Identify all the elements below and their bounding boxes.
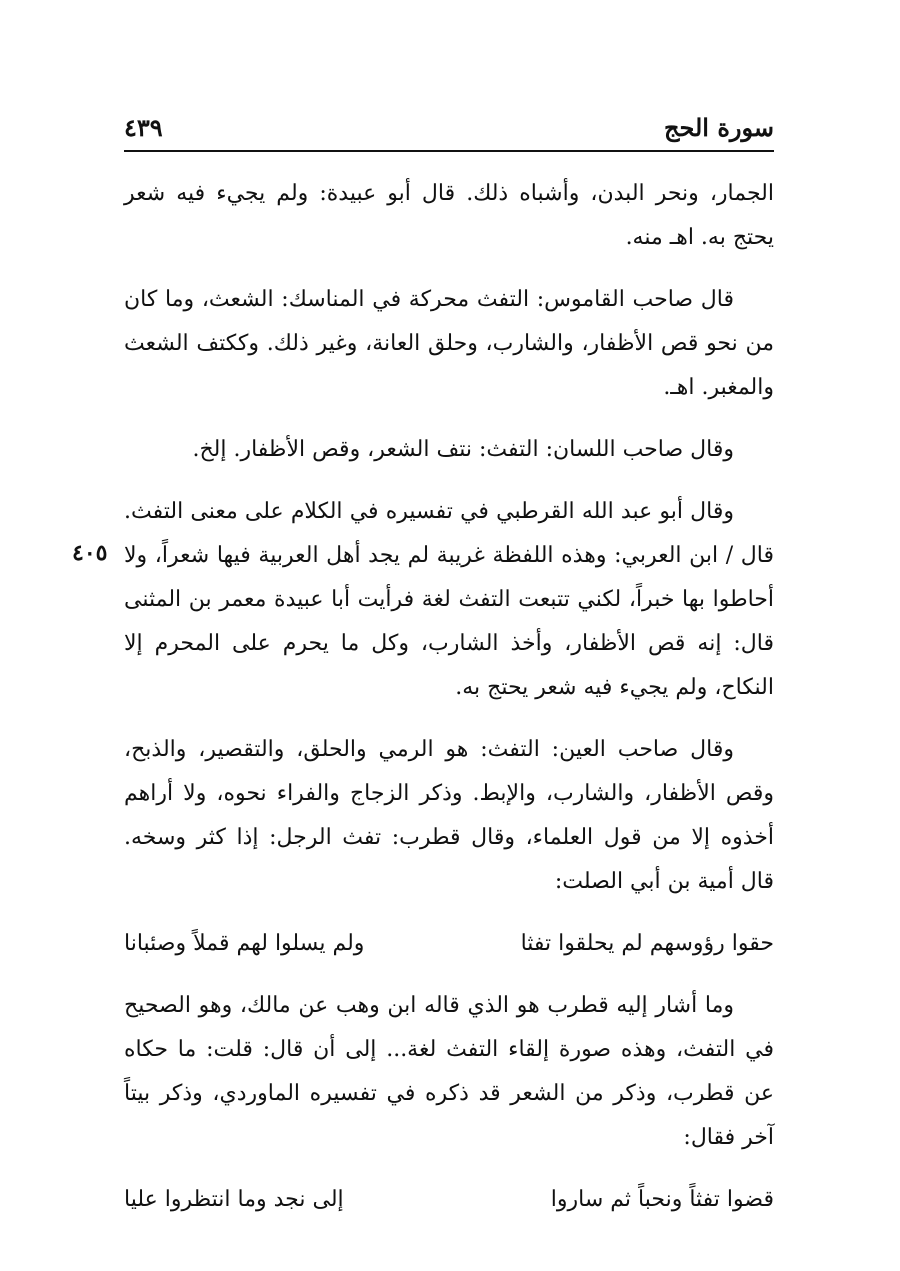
verse-second-hemistich: ولم يسلوا لهم قملاً وصئبانا: [124, 931, 365, 956]
verse-first-hemistich: قضوا تفثاً ونحباً ثم ساروا: [550, 1187, 774, 1212]
surah-title: سورة الحج: [664, 112, 774, 142]
paragraph: وما أشار إليه قطرب هو الذي قاله ابن وهب عن مالك، وهو الصحيح في التفث، وهذه صورة إلقاء التفث لغة... إلى أن قال: قلت: ما حكاه عن قطرب، وذكر من الشعر قد ذكره في تفسيره الماوردي، وذكر بيتاً آخر فقال:: [124, 993, 774, 1150]
paragraph: وقال صاحب اللسان: التفث: نتف الشعر، وقص الأظفار. إلخ.: [192, 437, 734, 462]
page-body: [124, 172, 774, 1240]
page-number: ٤٣٩: [124, 112, 163, 142]
paragraph: الجمار، ونحر البدن، وأشباه ذلك. قال أبو عبيدة: ولم يجيء فيه شعر يحتج به. اهـ منه.: [124, 181, 774, 250]
verse-first-hemistich: حقوا رؤوسهم لم يحلقوا تفثا: [520, 931, 774, 956]
paragraph: وقال صاحب العين: التفث: هو الرمي والحلق، والتقصير، والذبح، وقص الأظفار، والشارب، والإبط. وذكر الزجاج والفراء نحوه، ولا أراهم أخذوه إلا من قول العلماء، وقال قطرب: تفث الرجل: إذا كثر وسخه. قال أمية بن أبي الصلت:: [124, 737, 774, 894]
margin-reference-number: ٤٠٥: [72, 540, 108, 566]
poetry-verse: [124, 1178, 774, 1222]
paragraph: وقال أبو عبد الله القرطبي في تفسيره في الكلام على معنى التفث. قال / ابن العربي: وهذه اللفظة غريبة لم يجد أهل العربية فيها شعراً، ولا أحاطوا بها خبراً، لكني تتبعت التفث لغة فرأيت أبا عبيدة معمر بن المثنى قال: إنه قص الأظفار، وأخذ الشارب، وكل ما يحرم على المحرم إلا النكاح، ولم يجيء فيه شعر يحتج به.: [124, 499, 774, 700]
paragraph: قال صاحب القاموس: التفث محركة في المناسك: الشعث، وما كان من نحو قص الأظفار، والشارب، وحلق العانة، وغير ذلك. وككتف الشعث والمغبر. اهـ.: [124, 287, 774, 400]
verse-second-hemistich: إلى نجد وما انتظروا عليا: [124, 1187, 344, 1212]
poetry-verse: [124, 922, 774, 966]
page-header: [124, 104, 774, 152]
